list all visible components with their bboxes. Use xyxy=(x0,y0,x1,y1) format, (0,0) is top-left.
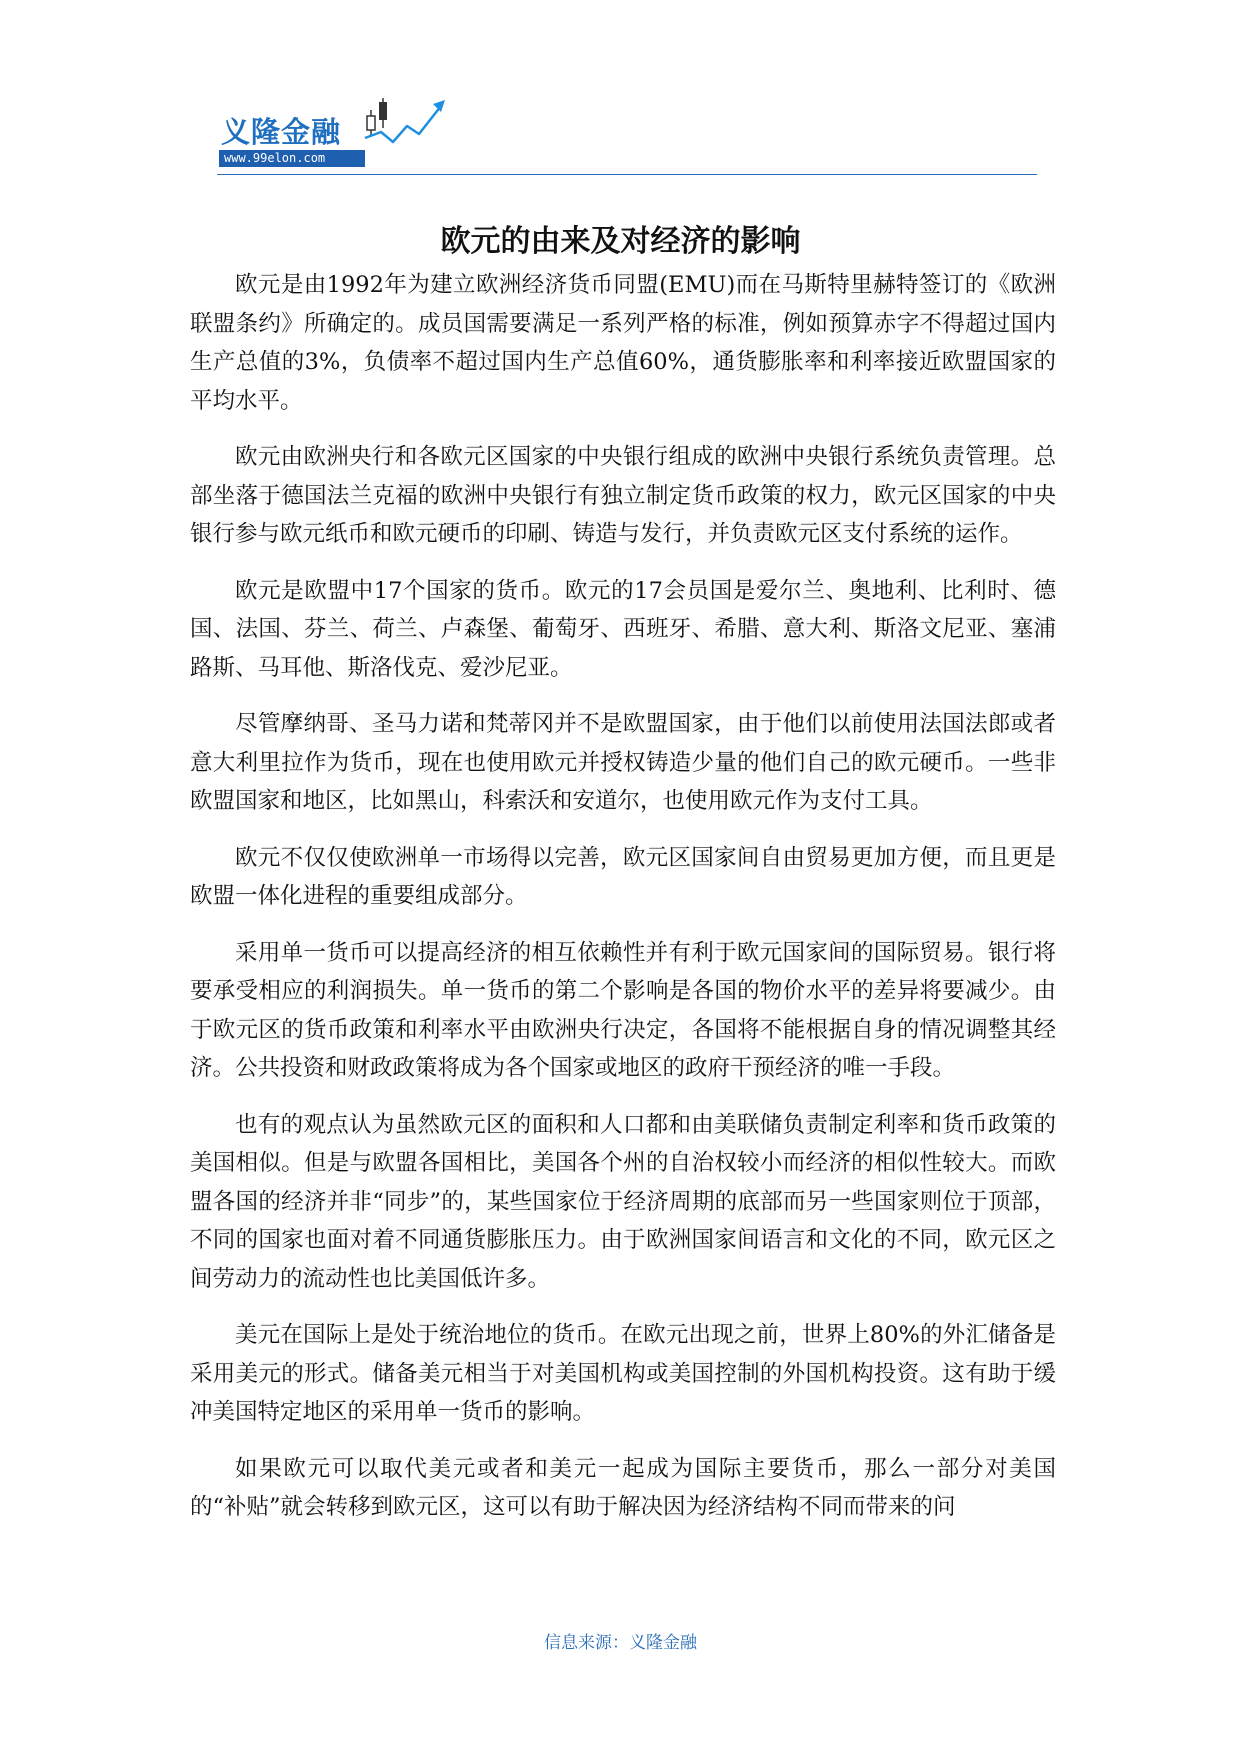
article-body xyxy=(190,266,1056,1545)
page-header xyxy=(217,92,1037,182)
paragraph-7: 也有的观点认为虽然欧元区的面积和人口都和由美联储负责制定利率和货币政策的美国相似。但是与欧盟各国相比，美国各个州的自治权较小而经济的相似性较大。而欧盟各国的经济并非“同步”的，某些国家位于经济周期的底部而另一些国家则位于顶部，不同的国家也面对着不同通货膨胀压力。由于欧洲国家间语言和文化的不同，欧元区之间劳动力的流动性也比美国低许多。 xyxy=(190,1111,1056,1292)
header-divider xyxy=(217,174,1037,175)
paragraph-5: 欧元不仅仅使欧洲单一市场得以完善，欧元区国家间自由贸易更加方便，而且更是欧盟一体化进程的重要组成部分。 xyxy=(190,844,1056,909)
paragraph-6: 采用单一货币可以提高经济的相互依赖性并有利于欧元国家间的国际贸易。银行将要承受相应的利润损失。单一货币的第二个影响是各国的物价水平的差异将要减少。由于欧元区的货币政策和利率水平由欧洲央行决定，各国将不能根据自身的情况调整其经济。公共投资和财政政策将成为各个国家或地区的政府干预经济的唯一手段。 xyxy=(190,939,1056,1081)
paragraph-9: 如果欧元可以取代美元或者和美元一起成为国际主要货币，那么一部分对美国的“补贴”就会转移到欧元区，这可以有助于解决因为经济结构不同而带来的问 xyxy=(190,1455,1056,1520)
logo-name: 义隆金融 xyxy=(221,115,342,149)
paragraph-4: 尽管摩纳哥、圣马力诺和梵蒂冈并不是欧盟国家，由于他们以前使用法国法郎或者意大利里拉作为货币，现在也使用欧元并授权铸造少量的他们自己的欧元硬币。一些非欧盟国家和地区，比如黑山，科索沃和安道尔，也使用欧元作为支付工具。 xyxy=(190,711,1056,814)
source-footer: 信息来源：义隆金融 xyxy=(544,1633,697,1653)
paragraph-1: 欧元是由1992年为建立欧洲经济货币同盟(EMU)而在马斯特里赫特签订的《欧洲联盟条约》所确定的。成员国需要满足一系列严格的标准，例如预算赤字不得超过国内生产总值的3%，负债率不超过国内生产总值60%，通货膨胀率和利率接近欧盟国家的平均水平。 xyxy=(190,272,1056,414)
paragraph-8: 美元在国际上是处于统治地位的货币。在欧元出现之前，世界上80%的外汇储备是采用美元的形式。储备美元相当于对美国机构或美国控制的外国机构投资。这有助于缓冲美国特定地区的采用单一货币的影响。 xyxy=(190,1322,1056,1425)
brand-logo[interactable] xyxy=(217,92,457,172)
document-title: 欧元的由来及对经济的影响 xyxy=(440,224,801,260)
stock-chart-icon xyxy=(363,92,453,152)
logo-url: www.99elon.com xyxy=(219,150,365,167)
paragraph-2: 欧元由欧洲央行和各欧元区国家的中央银行组成的欧洲中央银行系统负责管理。总部坐落于德国法兰克福的欧洲中央银行有独立制定货币政策的权力，欧元区国家的中央银行参与欧元纸币和欧元硬币的印刷、铸造与发行，并负责欧元区支付系统的运作。 xyxy=(190,444,1056,547)
paragraph-3: 欧元是欧盟中17个国家的货币。欧元的17会员国是爱尔兰、奥地利、比利时、德国、法国、芬兰、荷兰、卢森堡、葡萄牙、西班牙、希腊、意大利、斯洛文尼亚、塞浦路斯、马耳他、斯洛伐克、爱沙尼亚。 xyxy=(190,577,1056,681)
